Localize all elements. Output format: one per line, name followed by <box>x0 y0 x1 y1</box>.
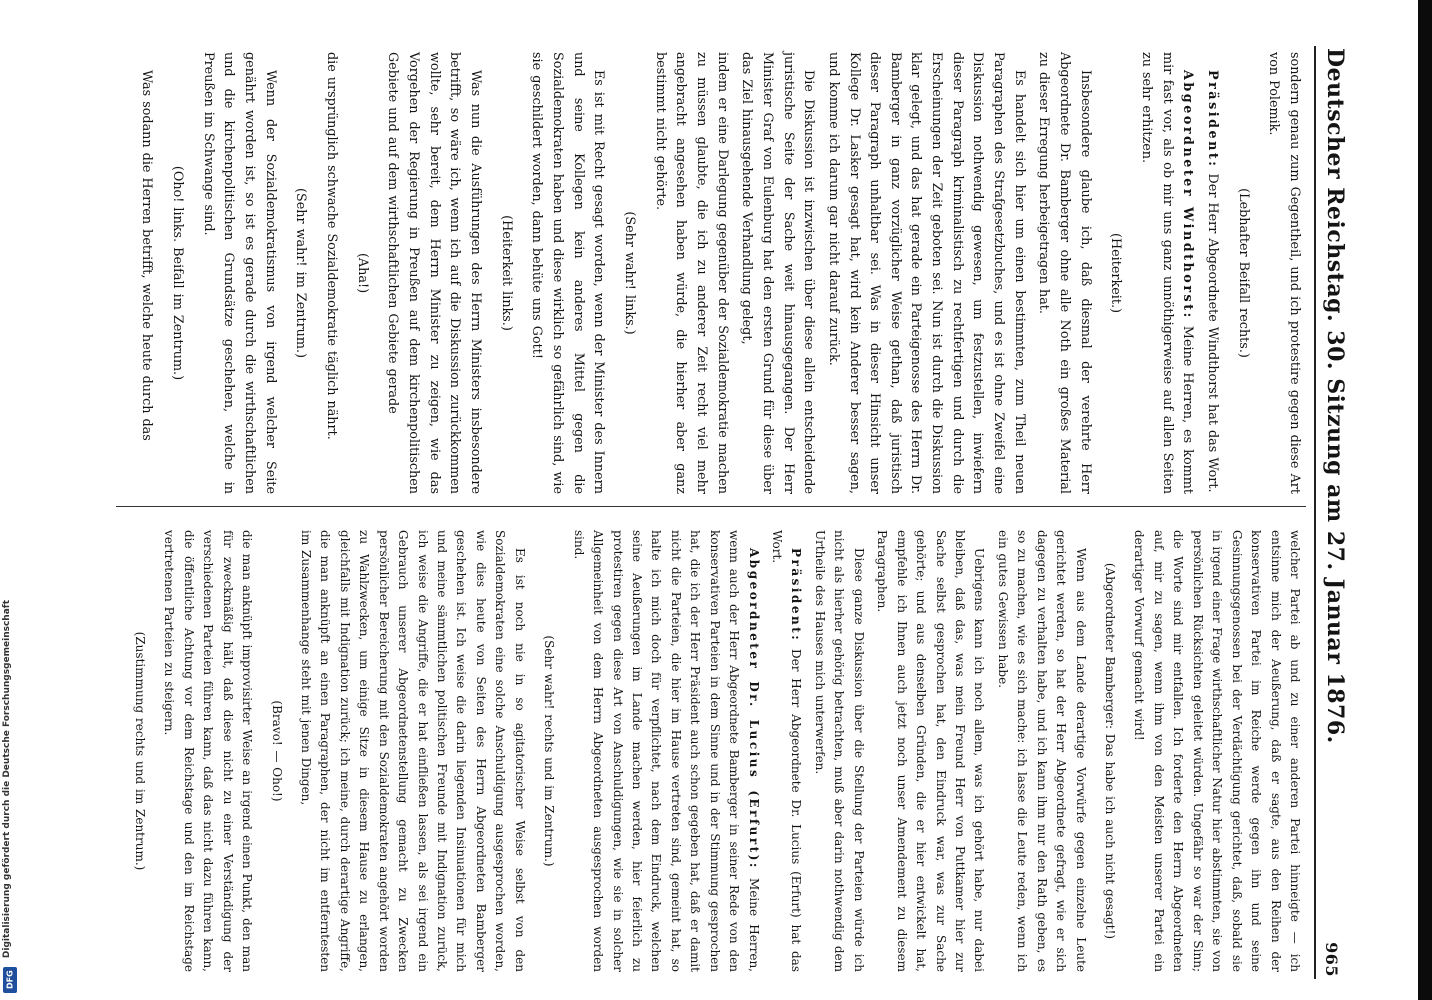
paragraph-text: Wenn der Sozialdemokratismus von irgend welcher Seite genährt worden ist, so ist es gerade durch die wirthschaftlichen und die kirchenpolitischen Grundsätze geschehen, welche in Preußen im Schwange sind. <box>200 52 278 494</box>
paragraph <box>382 52 485 494</box>
speaker-label: Abgeordneter Windthorst: <box>1180 70 1196 320</box>
paragraph <box>1263 52 1304 494</box>
interjection: (Oho! links. Beifall im Zentrum.) <box>170 165 186 381</box>
paragraph-text: Wenn aus dem Lande derartige Vorwürfe gegen einzelne Leute gerichtet werden, so hat der Herr Abgeordnete gefragt, wie er sich dagegen zu verhalten habe, und ich kann ihm nur den Rath geben, es so zu machen, wie es sich mache: ich lasse die Leute reden, wenn ich ein gutes Gewissen habe. <box>995 530 1088 972</box>
paragraph-text: Diese ganze Diskussion über die Stellung der Parteien würde ich nicht als hierher gehörig betrachten, muß aber darin nothwendig dem Urtheile des Hauses mich unterwerfen. <box>812 530 866 972</box>
paragraph-text: welcher Partei ab und zu einer anderen Partei hinneigte — ich entsinne mich der Aeußerung, daß er sagte, aus den Reihen der konservativen Partei im Reiche werde gegen ihn und seine Gesinnungsgenossen bei der Verdächtigung gerichtet, daß, sobald sie in irgend einer Frage wirthschaftlicher Natur hier abstimmten, sie von persönlichen Rücksichten geleitet würden. Ungefähr so war der Sinn; die Worte sind mir entfallen. Ich forderte den Herrn Abgeordneten auf, mir zu sagen, wenn ihm von den Meisten unserer Partei ein derartiger Vorwurf gemacht wird! <box>1132 530 1302 972</box>
paragraph <box>568 530 762 972</box>
paragraph <box>159 530 256 972</box>
paragraph <box>1135 52 1197 494</box>
paragraph <box>1129 530 1304 972</box>
paragraph <box>992 530 1089 972</box>
paragraph-text: Der Herr Abgeordnete Windthorst hat das Wort. <box>1205 173 1221 493</box>
paragraph <box>136 52 157 494</box>
paragraph-text: Was sodann die Herren betrifft, welche heute durch das <box>139 70 155 441</box>
digitization-sidebar <box>0 0 20 1000</box>
paragraph <box>736 52 819 494</box>
dfg-logo: DFG <box>3 967 17 993</box>
paragraph <box>296 530 529 972</box>
paragraph <box>526 52 609 494</box>
speaker-label: Abgeordneter Dr. Lucius (Erfurt): <box>746 548 761 870</box>
interjection: (Bravo! — Oho!) <box>269 700 284 802</box>
paragraph <box>1201 52 1222 494</box>
scan-edge <box>1418 0 1432 1000</box>
interjection: (Sehr wahr! im Zentrum.) <box>293 188 309 358</box>
paragraph-text: Meine Herren, wenn auch der Herr Abgeordnete Bamberger in seiner Rede von den konservativen Parteien in dem Sinne und in der Stimmung gesprochen hat, die ich der Herr Präsident auch schon gegeben hat, daß er damit nicht die Parteien, die hier im Hause vertreten sind, gemeint hat, so halte ich mich doch für verpflichtet, nach dem Eindruck, welchen seine Aeußerungen im Lande machen werden, hier feierlich zu protestiren gegen diese Art von Anschuldigungen, wie sie in solcher Allgemeinheit von dem Herrn Abgeordneten ausgesprochen worden sind. <box>571 530 761 972</box>
paragraph <box>767 530 806 972</box>
interjection: (Lebhafter Beifall rechts.) <box>1235 188 1251 358</box>
interjection: (Sehr wahr! links.) <box>621 211 637 335</box>
header-rule <box>1314 46 1316 979</box>
left-column <box>132 52 1304 494</box>
paragraph <box>822 52 1029 494</box>
paragraph-text: die man anknüpft improvisirter Weise an irgend einen Punkt, den man für zweckmäßig hält, daß diese nicht zu einer Verständigung der verschiedenen Parteien führen kann, daß das nicht dazu führen kann, die öffentliche Achtung vor dem Reichstage und den im Reichstage vertretenen Parteien zu steigern. <box>162 530 255 972</box>
paragraph <box>320 52 341 494</box>
digitization-note: Digitalisierung gefördert durch die Deutsche Forschungsgemeinschaft <box>2 600 12 959</box>
running-title: Deutscher Reichstag. 30. Sitzung am 27. Januar 1876. <box>1322 48 1348 744</box>
document-page <box>106 40 1376 985</box>
paragraph <box>810 530 868 972</box>
interjection: (Abgeordneter Bamberger: Das habe ich auch nicht gesagt!) <box>1103 562 1118 940</box>
page-header <box>1322 48 1370 977</box>
right-column <box>120 530 1305 972</box>
speaker-label: Präsident: <box>1205 70 1221 169</box>
paragraph <box>649 52 732 494</box>
column-divider <box>116 506 1306 507</box>
paragraph-text: Es handelt sich hier um einen bestimmten, zum Theil neuen Paragraphen des Strafgesetzbuches, und es ist ohne Zweifel eine Diskussion nothwendig gewesen, um festzustellen, inwiefern dieser Paragraph kriminalistisch zu rechtfertigen und durch die Erscheinungen der Zeit geboten sei. Nun ist durch die Diskussion klar gelegt, und das hat gerade ein Parteigenosse des Herrn Dr. Bamberger in ganz vorzüglicher Weise gethan, daß juristisch dieser Paragraph unhaltbar sei. Was in dieser Hinsicht unser Kollege Dr. Lasker gesagt hat, wird kein Anderer besser sagen, und komme ich darum gar nicht darauf zurück. <box>825 52 1027 494</box>
paragraph <box>1033 52 1095 494</box>
interjection: (Aha!) <box>354 252 370 294</box>
paragraph-text: Was nun die Ausführungen des Herrn Ministers insbesondere betrifft, so wäre ich, wenn ich auf die Diskussion zurückkommen wollte, sehr bereit, dem Herrn Minister zu zeigen, wie das Vorgehen der Regierung in Preußen auf dem kirchenpolitischen Gebiete und auf dem wirthschaftlichen Gebiete gerade <box>385 52 484 494</box>
paragraph-text: Insbesondere glaube ich, daß diesmal der verehrte Herr Abgeordnete Dr. Bamberger ohne alle Noth ein großes Material zu dieser Erregung herbeigetragen hat. <box>1036 52 1093 494</box>
paragraph-text: Es ist mit Recht gesagt worden, wenn der Minister des Innern und seine Kollegen kein anderes Mittel gegen die Sozialdemokraten haben und diese wirklich so gefährlich sind, wie sie geschildert worden, dann behüte uns Gott! <box>529 52 607 494</box>
speaker-label: Präsident: <box>789 548 804 643</box>
page-number: 965 <box>1322 942 1341 977</box>
interjection: (Heiterkeit.) <box>1108 233 1124 313</box>
paragraph-text: indem er eine Darlegung gegenüber der Sozialdemokratie machen zu müssen glaubte, die ich zu anderer Zeit recht viel mehr angebracht angesehen haben würde, die hierher aber ganz bestimmt nicht gehörte. <box>652 52 730 494</box>
paragraph-text: Die Diskussion ist inzwischen über diese allein entscheidende juristische Seite der Sache weit hinausgegangen. Der Herr Minister Graf von Eulenburg hat den ersten Grund für diese über das Ziel hinausgehende Verhandlung gelegt, <box>739 52 817 494</box>
paragraph-text: Es ist noch nie in so agitatorischer Weise selbst von den Sozialdemokraten eine solche Anschuldigung ausgesprochen worden, wie dies heute von Seiten des Herrn Abgeordneten Bamberger geschehen ist. Ich weise die darin liegenden Insinuationen für mich und meine sämmtlichen politischen Freunde mit Indignation zurück, ich weise die Angriffe, die er hat einfließen lassen, als sei irgend ein Gebrauch unserer Abgeordnetenstellung gemacht zu Zwecken persönlicher Bereicherung mit den Sozialdemokraten angehört worden zu Wahlzwecken, um einige Sitze in diesem Hause zu erlangen, gleichfalls mit Indignation zurück; ich meine, durch derartige Angriffe, die man anknüpft an einen Paragraphen, der nicht im entferntesten im Zusammenhange steht mit jenen Dingen, <box>299 530 527 972</box>
paragraph-text: sondern genau zum Gegentheil, und ich protestire gegen diese Art von Polemik. <box>1266 52 1302 494</box>
paragraph <box>872 530 989 972</box>
paragraph-text: Meine Herren, es kommt mir fast vor, als ob mir uns ganz unnöthigerweise auf allen Seiten zu sehr erhitzen. <box>1139 52 1196 494</box>
interjection: (Zustimmung rechts und im Zentrum.) <box>132 631 147 871</box>
interjection: (Heiterkeit links.) <box>498 215 514 331</box>
paragraph-text: die ursprünglich schwache Sozialdemokratie täglich nährt. <box>324 52 340 440</box>
paragraph <box>197 52 280 494</box>
paragraph-text: Uebrigens kann ich noch allem, was ich gehört habe, nur dabei bleiben, daß das, was mein Freund Herr von Puttkamer hier zur Sache selbst gesprochen hat, den Eindruck war, was zur Sache gehörte; und aus denselben Gründen, die er hier entwickelt hat, empfehle ich Ihnen auch jetzt noch unser Amendement zu diesem Paragraphen. <box>875 530 987 972</box>
paragraph-text: Der Herr Abgeordnete Dr. Lucius (Erfurt) hat das Wort. <box>770 530 804 972</box>
interjection: (Sehr wahr! rechts und im Zentrum.) <box>542 635 557 867</box>
